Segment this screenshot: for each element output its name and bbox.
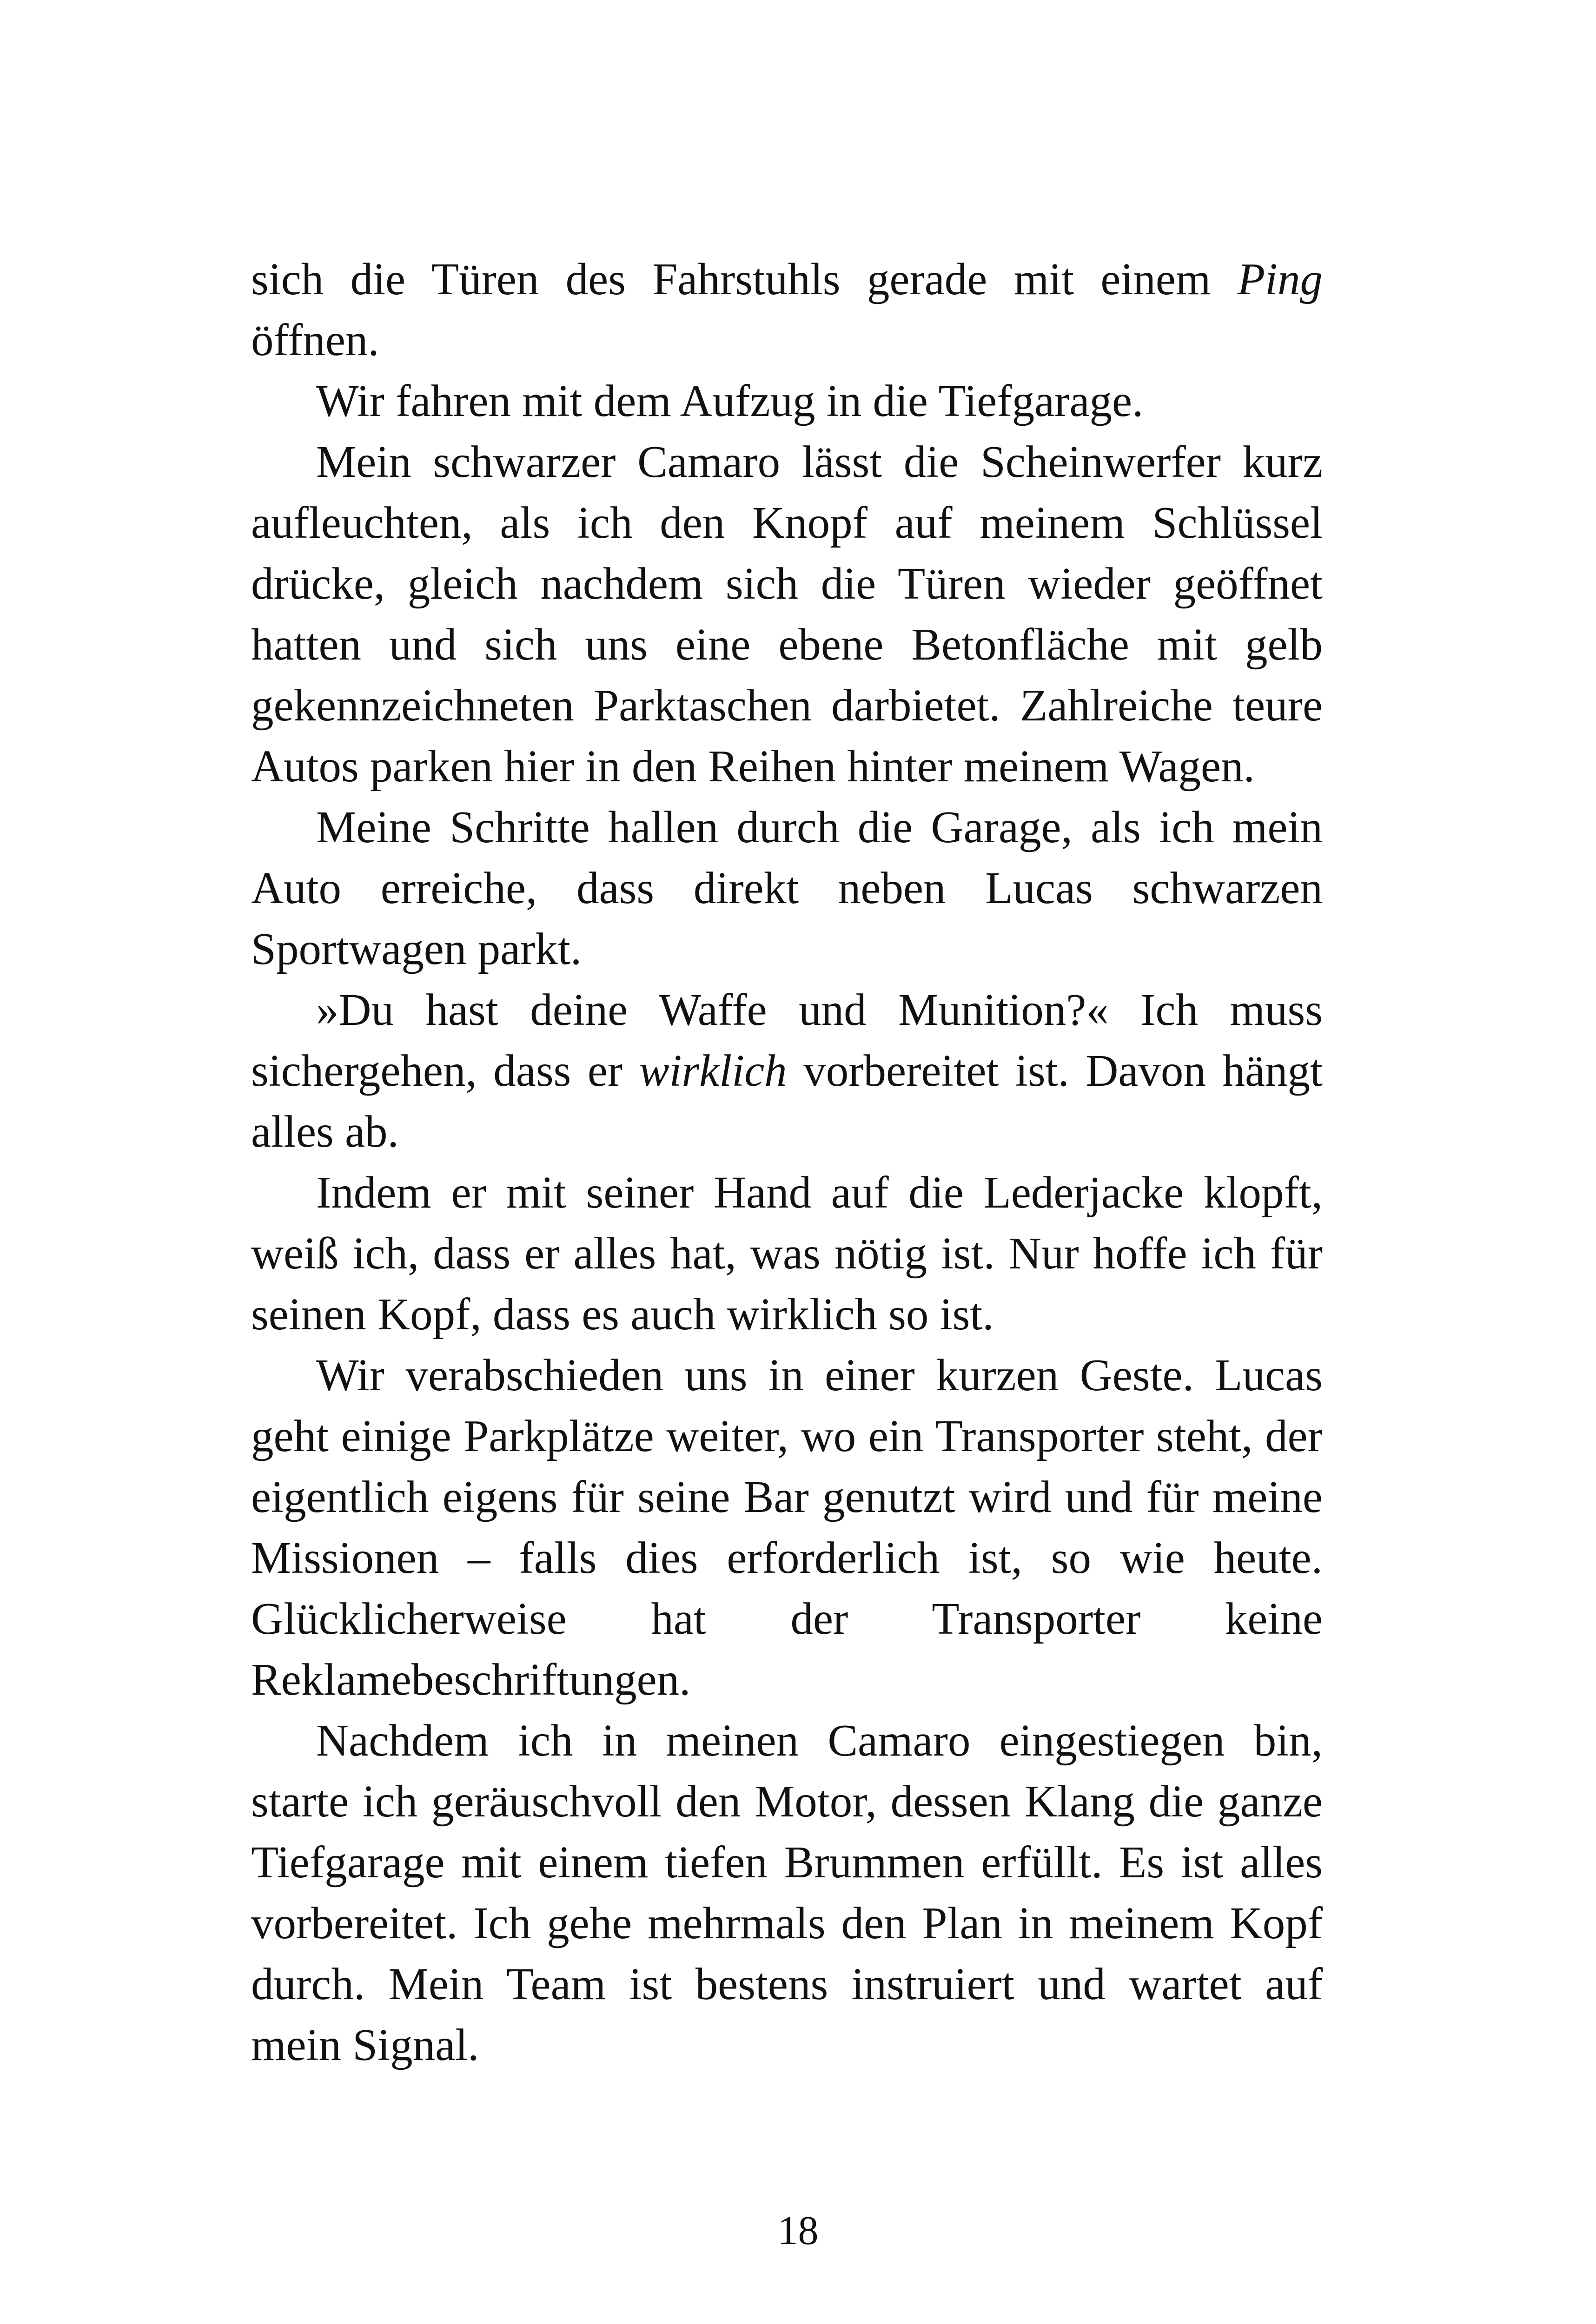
paragraph-5-italic: wirklich <box>639 1046 787 1096</box>
paragraph-2-text: Wir fahren mit dem Aufzug in die Tiefgarage. <box>316 376 1144 426</box>
paragraph-1 <box>251 249 1323 370</box>
paragraph-5-text-end: vorbereitet ist. Davon hängt alles ab. <box>251 1046 1323 1156</box>
paragraph-5-text: »Du hast deine Waffe und Munition?« Ich muss sichergehen, dass er <box>251 985 1323 1096</box>
page-body <box>251 249 1323 2075</box>
paragraph-7-text: Wir verabschieden uns in einer kurzen Geste. Lucas geht einige Parkplätze weiter, wo ein Transporter steht, der eigentlich eigens für seine Bar genutzt wird und für meine Missionen – falls dies erforderlich ist, so wie heute. Glücklicherweise hat der Transporter keine Reklamebeschriftungen. <box>251 1350 1323 1704</box>
paragraph-2 <box>251 370 1323 431</box>
paragraph-3 <box>251 431 1323 797</box>
paragraph-6-text: Indem er mit seiner Hand auf die Lederjacke klopft, weiß ich, dass er alles hat, was nötig ist. Nur hoffe ich für seinen Kopf, dass es auch wirklich so ist. <box>251 1168 1323 1339</box>
paragraph-4 <box>251 797 1323 979</box>
paragraph-6 <box>251 1162 1323 1345</box>
paragraph-1-text-end: öffnen. <box>251 315 379 365</box>
paragraph-4-text: Meine Schritte hallen durch die Garage, als ich mein Auto erreiche, dass direkt neben Lucas schwarzen Sportwagen parkt. <box>251 802 1323 974</box>
paragraph-3-text: Mein schwarzer Camaro lässt die Scheinwerfer kurz aufleuchten, als ich den Knopf auf meinem Schlüssel drücke, gleich nachdem sich die Türen wieder geöffnet hatten und sich uns eine ebene Betonfläche mit gelb gekennzeichneten Parktaschen darbietet. Zahlreiche teure Autos parken hier in den Reihen hinter meinem Wagen. <box>251 437 1323 791</box>
paragraph-8-text: Nachdem ich in meinen Camaro eingestiegen bin, starte ich geräuschvoll den Motor, dessen Klang die ganze Tiefgarage mit einem tiefen Brummen erfüllt. Es ist alles vorbereitet. Ich gehe mehrmals den Plan in meinem Kopf durch. Mein Team ist bestens instruiert und wartet auf mein Signal. <box>251 1716 1323 2070</box>
paragraph-1-text: sich die Türen des Fahrstuhls gerade mit einem <box>251 254 1238 304</box>
page-number: 18 <box>777 2208 819 2253</box>
paragraph-7 <box>251 1345 1323 1710</box>
paragraph-8 <box>251 1710 1323 2075</box>
paragraph-1-italic: Ping <box>1237 254 1323 304</box>
paragraph-5 <box>251 979 1323 1162</box>
